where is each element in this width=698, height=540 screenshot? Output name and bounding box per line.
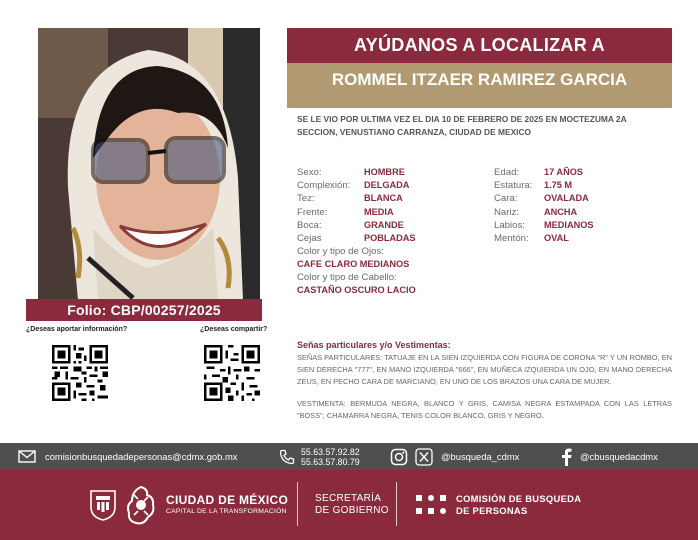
instagram-icon bbox=[390, 448, 408, 466]
comision-logo bbox=[414, 470, 581, 540]
footer-divider bbox=[297, 482, 298, 526]
comision-line1: COMISIÓN DE BUSQUEDA bbox=[456, 493, 582, 504]
attr-cara: Cara: bbox=[494, 193, 518, 204]
attr-cejas bbox=[297, 232, 322, 245]
folio-label: Folio: CBP/00257/2025 bbox=[26, 299, 262, 321]
cdmx-logo bbox=[88, 470, 288, 540]
attr-nariz: Nariz: bbox=[494, 207, 520, 218]
facebook-link[interactable] bbox=[561, 443, 658, 470]
qr-code-share[interactable] bbox=[204, 345, 260, 401]
attr-estatura: Estatura: bbox=[494, 180, 533, 191]
x-icon bbox=[415, 448, 433, 466]
footer-divider bbox=[396, 482, 397, 526]
secretaria-line1: SECRETARÍA bbox=[315, 493, 382, 504]
instagram-link[interactable] bbox=[390, 443, 408, 470]
comision-dots-icon bbox=[414, 492, 448, 518]
facebook-handle: @cbusquedacdmx bbox=[580, 451, 658, 462]
qr-share-label: ¿Deseas compartir? bbox=[200, 326, 268, 333]
qr-code-info[interactable] bbox=[52, 345, 108, 401]
email-text: comisionbusquedadepersonas@cdmx.gob.mx bbox=[45, 451, 238, 462]
attr-labios: Labios: bbox=[494, 220, 525, 231]
attr-eyes-label: Color y tipo de Ojos: bbox=[297, 246, 384, 257]
attr-complexion-value: DELGADA bbox=[364, 180, 410, 190]
phone-icon bbox=[279, 449, 295, 465]
coat-of-arms-icon bbox=[88, 489, 118, 521]
attr-frente bbox=[297, 206, 327, 219]
person-name: ROMMEL ITZAER RAMIREZ GARCIA bbox=[287, 63, 672, 108]
attr-sexo-value: HOMBRE bbox=[364, 167, 405, 177]
attr-label: Tez: bbox=[297, 193, 315, 204]
attr-boca-value: GRANDE bbox=[364, 220, 404, 230]
last-seen-text: SE LE VIO POR ULTIMA VEZ EL DIA 10 DE FEBRERO DE 2025 EN MOCTEZUMA 2A SECCION, VENUSTIANO CARRANZA, CIUDAD DE MEXICO bbox=[297, 114, 627, 137]
attr-nariz-value: ANCHA bbox=[544, 207, 578, 217]
attr-edad-value: 17 AÑOS bbox=[544, 167, 583, 177]
attr-label: Cejas bbox=[297, 233, 322, 244]
twitter-handle[interactable]: @busqueda_cdmx bbox=[441, 451, 520, 462]
senas-title: Señas particulares y/o Vestimentas: bbox=[297, 340, 451, 350]
phone-contact[interactable] bbox=[279, 443, 360, 470]
attr-label: Boca: bbox=[297, 220, 322, 231]
senas-particulares: SEÑAS PARTICULARES: TATUAJE EN LA SIEN IZQUIERDA CON FIGURA DE CORONA "R" Y UN ROMBO, EN SIEN DERECHA "777", EN MANO IZQUIERDA "666", EN MUÑECA IZQUIERDA UN OJO, EN MANO DERECHA ZEUS, EN PECHO CARA DE MARCIANO, EN UNO DE LOS BRAZOS UNA CARA DE MUJER. bbox=[297, 353, 672, 387]
attr-edad: Edad: bbox=[494, 167, 520, 178]
vestimenta-text: VESTIMENTA: BERMUDA NEGRA, BLANCO Y GRIS, CAMISA NEGRA ESTAMPADA CON LAS LETRAS "BOSS", CHAMARRA NEGRA, TENIS COLOR BLANCO, GRIS Y NEGRO. bbox=[297, 399, 672, 421]
attr-sexo bbox=[297, 166, 322, 179]
secretaria-logo bbox=[315, 470, 389, 540]
tenochtitlan-icon bbox=[124, 483, 158, 527]
qr-info-label: ¿Deseas aportar información? bbox=[26, 326, 128, 333]
attr-frente-value: MEDIA bbox=[364, 207, 394, 217]
mail-icon bbox=[18, 450, 36, 463]
attr-tez bbox=[297, 192, 315, 205]
facebook-icon bbox=[561, 448, 572, 466]
comision-line2: DE PERSONAS bbox=[456, 505, 528, 516]
secretaria-line2: DE GOBIERNO bbox=[315, 505, 389, 516]
attr-label: Sexo: bbox=[297, 167, 322, 178]
contact-bar bbox=[0, 443, 698, 470]
x-link[interactable] bbox=[415, 443, 433, 470]
attr-label: Frente: bbox=[297, 207, 328, 218]
attr-label: Complexión: bbox=[297, 180, 351, 191]
attr-menton: Mentón: bbox=[494, 233, 529, 244]
help-locate-banner: AYÚDANOS A LOCALIZAR A bbox=[287, 28, 672, 63]
cdmx-name: CIUDAD DE MÉXICO bbox=[166, 493, 289, 507]
email-contact[interactable] bbox=[18, 443, 237, 470]
attr-complexion bbox=[297, 179, 350, 192]
attr-hair-label: Color y tipo de Cabello: bbox=[297, 272, 397, 283]
attr-cejas-value: POBLADAS bbox=[364, 233, 416, 243]
phone-2: 55.63.57.80.79 bbox=[301, 456, 360, 467]
attr-labios-value: MEDIANOS bbox=[544, 220, 594, 230]
attr-menton-value: OVAL bbox=[544, 233, 569, 243]
attr-tez-value: BLANCA bbox=[364, 193, 403, 203]
missing-person-photo bbox=[38, 28, 260, 300]
attr-cara-value: OVALADA bbox=[544, 193, 589, 203]
attr-eyes-value: CAFE CLARO MEDIANOS bbox=[297, 259, 410, 269]
attr-hair-value: CASTAÑO OSCURO LACIO bbox=[297, 285, 416, 295]
phone-1: 55.63.57.92.82 bbox=[301, 446, 360, 457]
footer bbox=[0, 470, 698, 540]
attr-estatura-value: 1.75 M bbox=[544, 180, 573, 190]
attr-boca bbox=[297, 219, 322, 232]
cdmx-tagline: CAPITAL DE LA TRANSFORMACIÓN bbox=[166, 508, 287, 515]
